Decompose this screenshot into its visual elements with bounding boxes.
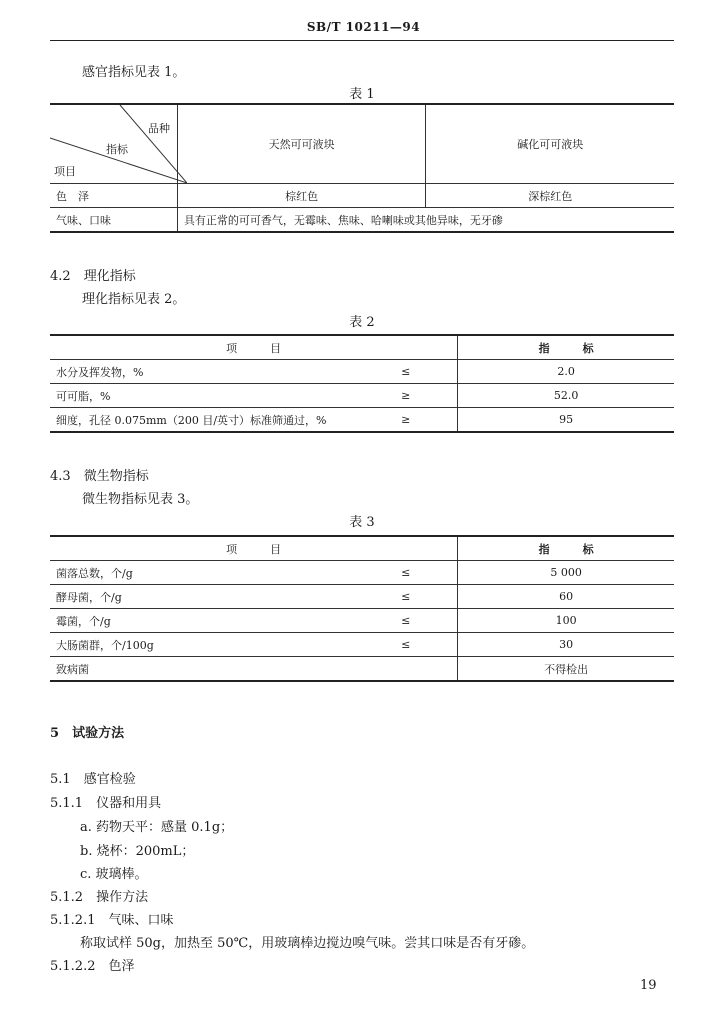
table1 [50, 103, 674, 233]
section-5-1-title: 感官检验 [83, 772, 136, 787]
standard-number: SB/T 10211—94 [306, 20, 421, 34]
table2-head-value: 指 标 [458, 335, 674, 360]
table1-row-taste-label: 气味、口味 [50, 208, 177, 233]
table1-intro: 感官指标见表 1。 [82, 65, 186, 80]
table2-intro: 理化指标见表 2。 [82, 292, 186, 307]
list-item-balance: a. 药物天平：感量 0.1g； [80, 820, 234, 835]
paragraph-5-1-2-1: 称取试样 50g，加热至 50℃，用玻璃棒边搅边嗅气味。尝其口味是否有牙碜。 [80, 936, 535, 951]
table3-row1-item: 菌落总数，个/g [50, 561, 393, 585]
section-4-3-number: 4.3 [50, 469, 71, 484]
section-4-2-number: 4.2 [50, 269, 71, 284]
table3 [50, 535, 674, 682]
section-5-1-1-title: 仪器和用具 [96, 796, 162, 811]
table2-row3-item: 细度，孔径 0.075mm（200 目/英寸）标准筛通过，% [50, 408, 393, 433]
section-4-2-heading [50, 265, 136, 284]
section-5-1-2-2-heading [50, 955, 135, 974]
table3-row3-op: ≤ [393, 609, 458, 633]
table1-row-taste-value: 具有正常的可可香气，无霉味、焦味、哈喇味或其他异味，无牙碜 [177, 208, 674, 233]
section-4-2-title: 理化指标 [83, 269, 136, 284]
diag-label-indicator: 指标 [106, 143, 128, 156]
section-5-1-2-1-number: 5.1.2.1 [50, 913, 96, 928]
list-item-glass-rod: c. 玻璃棒。 [80, 867, 148, 882]
table1-row-color-natural: 棕红色 [177, 184, 426, 208]
table3-row4-value: 30 [458, 633, 674, 657]
table3-row4-op: ≤ [393, 633, 458, 657]
table1-col-alkalized: 碱化可可液块 [426, 104, 674, 184]
table1-col-natural: 天然可可液块 [177, 104, 426, 184]
table3-row1-op: ≤ [393, 561, 458, 585]
table2-row1-value: 2.0 [458, 360, 674, 384]
table2-row1-item: 水分及挥发物，% [50, 360, 393, 384]
section-5-1-2-title: 操作方法 [96, 890, 149, 905]
table2 [50, 334, 674, 433]
table3-row5-item: 致病菌 [50, 657, 393, 682]
section-5-heading [50, 722, 124, 741]
section-5-1-1-number: 5.1.1 [50, 796, 84, 811]
table3-head-item: 项 目 [50, 536, 458, 561]
table3-row3-value: 100 [458, 609, 674, 633]
table2-row1-op: ≤ [393, 360, 458, 384]
table3-intro: 微生物指标见表 3。 [82, 492, 199, 507]
page-number: 19 [640, 978, 657, 993]
table1-caption: 表 1 [349, 87, 375, 102]
table3-row3-item: 霉菌，个/g [50, 609, 393, 633]
table3-row2-op: ≤ [393, 585, 458, 609]
table1-row-color-alkalized: 深棕红色 [426, 184, 674, 208]
table1-diagonal-header [50, 104, 177, 184]
section-5-1-2-1-heading [50, 909, 174, 928]
diag-label-item: 项目 [54, 165, 76, 178]
table3-row4-item: 大肠菌群，个/100g [50, 633, 393, 657]
section-5-1-2-heading [50, 886, 148, 905]
header-rule [50, 40, 674, 41]
table3-row5-value: 不得检出 [458, 657, 674, 682]
section-5-1-2-number: 5.1.2 [50, 890, 84, 905]
table3-row5-op [393, 657, 458, 682]
section-5-1-number: 5.1 [50, 772, 71, 787]
section-5-1-2-2-title: 色泽 [108, 959, 135, 974]
section-5-1-1-heading [50, 792, 161, 811]
table2-head-item: 项 目 [50, 335, 458, 360]
section-5-1-2-1-title: 气味、口味 [108, 913, 174, 928]
table3-row1-value: 5 000 [458, 561, 674, 585]
list-item-beaker: b. 烧杯：200mL； [80, 844, 195, 859]
table3-head-value: 指 标 [458, 536, 674, 561]
table2-row2-op: ≥ [393, 384, 458, 408]
section-4-3-heading [50, 465, 149, 484]
table2-caption: 表 2 [349, 315, 375, 330]
table3-row2-item: 酵母菌，个/g [50, 585, 393, 609]
section-4-3-title: 微生物指标 [83, 469, 149, 484]
section-5-title: 试验方法 [72, 726, 125, 741]
table2-row3-op: ≥ [393, 408, 458, 433]
table2-row2-item: 可可脂，% [50, 384, 393, 408]
section-5-1-heading [50, 768, 136, 787]
table1-row-color-label: 色 泽 [50, 184, 177, 208]
table2-row2-value: 52.0 [458, 384, 674, 408]
section-5-number: 5 [50, 726, 60, 741]
table3-row2-value: 60 [458, 585, 674, 609]
table2-row3-value: 95 [458, 408, 674, 433]
diag-label-variety: 品种 [148, 122, 170, 135]
table3-caption: 表 3 [349, 515, 375, 530]
section-5-1-2-2-number: 5.1.2.2 [50, 959, 96, 974]
